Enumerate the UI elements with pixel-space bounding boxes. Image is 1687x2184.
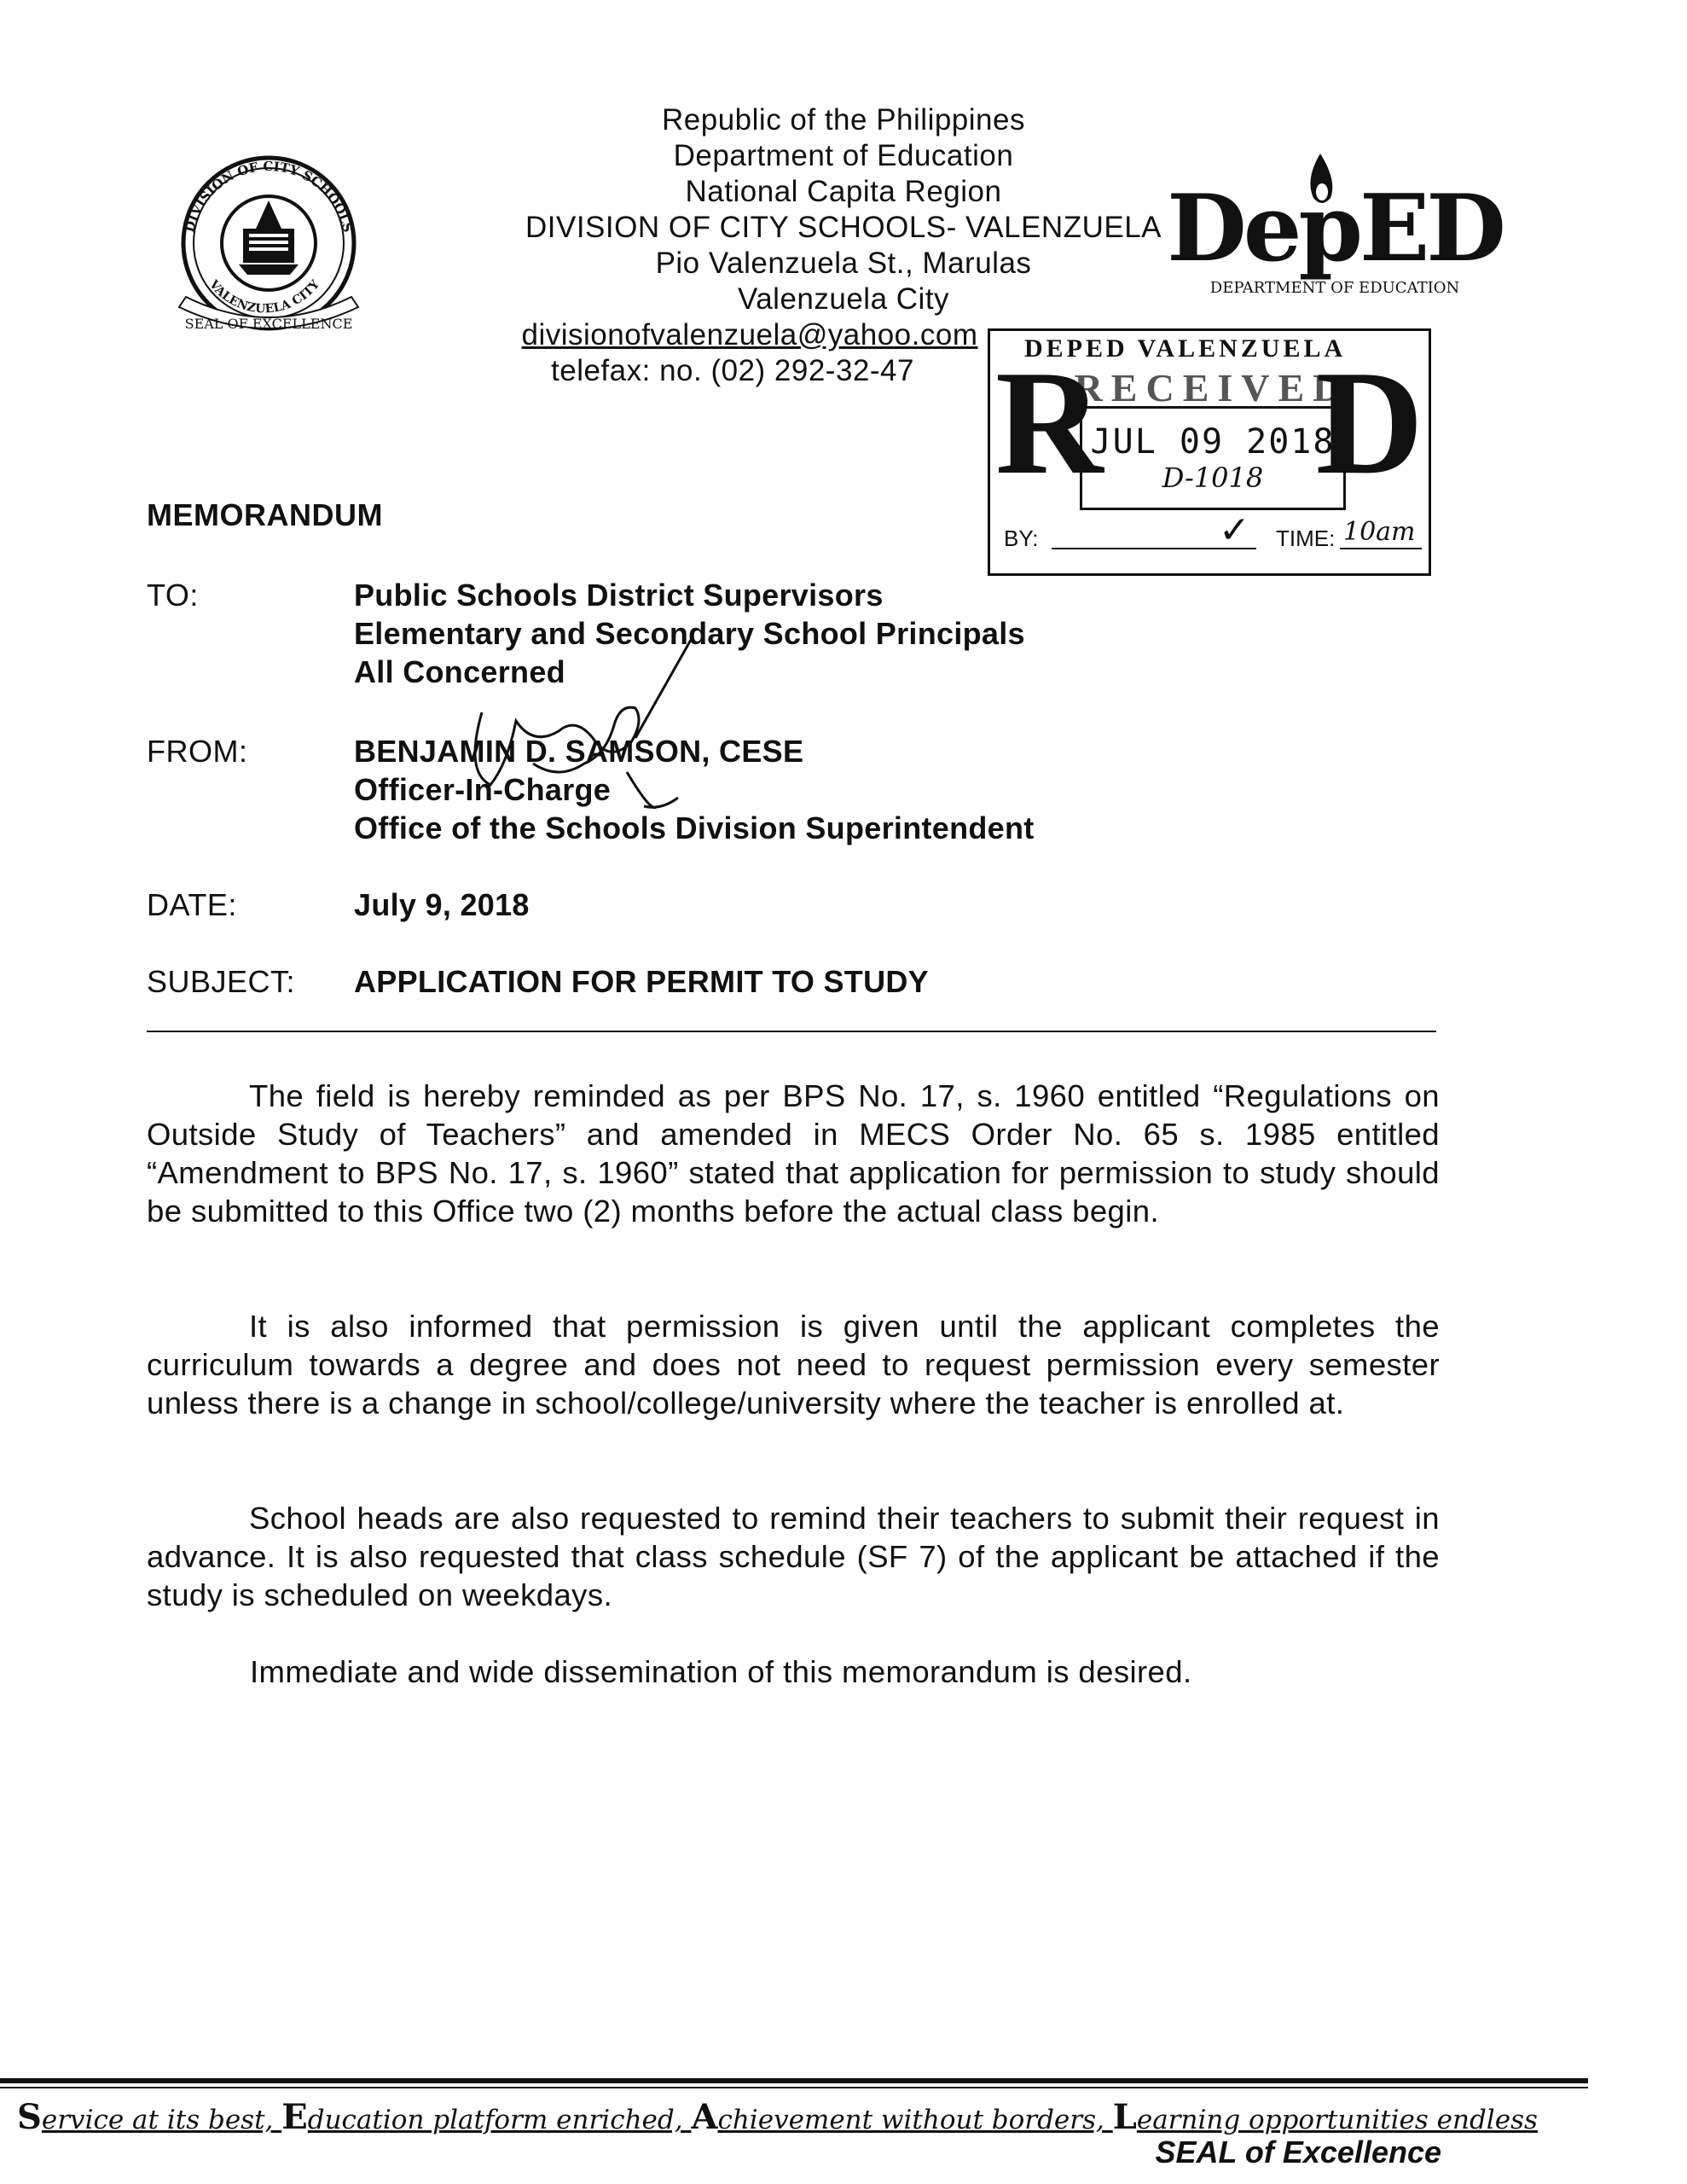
motto-text: chievement without borders, xyxy=(717,2105,1113,2135)
header-region: National Capita Region xyxy=(685,175,1002,208)
footer-motto xyxy=(17,2097,1603,2137)
svg-text:DepED: DepED xyxy=(1167,175,1503,282)
footer-rule-thin xyxy=(0,2087,1588,2088)
check-mark-icon: ✓ xyxy=(1219,509,1250,551)
signature xyxy=(431,636,712,815)
to-label: TO: xyxy=(147,578,199,613)
motto-initial: L xyxy=(1112,2097,1137,2137)
stamp-by-label: BY: xyxy=(1004,526,1039,551)
received-stamp xyxy=(988,328,1431,576)
motto-initial: E xyxy=(281,2097,308,2137)
footer-rule-thick xyxy=(0,2078,1588,2083)
to-recipient-2: Elementary and Secondary School Principals xyxy=(354,616,1025,651)
header-email[interactable]: divisionofvalenzuela@yahoo.com xyxy=(521,318,978,351)
stamp-date: JUL 09 2018 xyxy=(1090,422,1336,462)
stamp-received-text: RECEIVED xyxy=(1074,366,1350,410)
header-city: Valenzuela City xyxy=(737,282,950,316)
from-office: Office of the Schools Division Superintendent xyxy=(354,810,1035,845)
stamp-letter-r: R xyxy=(995,340,1104,505)
svg-text:SEAL OF EXCELLENCE: SEAL OF EXCELLENCE xyxy=(184,316,353,332)
body-paragraph-4: Immediate and wide dissemination of this memorandum is desired. xyxy=(250,1654,1192,1689)
motto-initial: A xyxy=(691,2097,718,2137)
body-paragraph-2: It is also informed that permission is given until the applicant completes the curriculum towards a degree and does not need to request permission every semester unless there is a change in school/college/university where the teacher is enrolled at. xyxy=(147,1309,1440,1420)
stamp-letter-d: D xyxy=(1315,340,1423,505)
memo-title: MEMORANDUM xyxy=(147,497,383,532)
svg-text:VALENZUELA CITY: VALENZUELA CITY xyxy=(206,277,322,317)
date-label: DATE: xyxy=(147,887,237,922)
stamp-time-line xyxy=(1340,548,1422,549)
date-value: July 9, 2018 xyxy=(354,887,530,922)
header-street: Pio Valenzuela St., Marulas xyxy=(655,247,1032,280)
subject-label: SUBJECT: xyxy=(147,964,296,999)
stamp-time-label: TIME: xyxy=(1276,526,1336,551)
to-recipient-1: Public Schools District Supervisors xyxy=(354,578,884,613)
deped-logo xyxy=(1167,145,1503,307)
stamp-date-box xyxy=(1080,406,1346,510)
stamp-office: DEPED VALENZUELA xyxy=(1024,334,1347,363)
body-paragraph-1: The field is hereby reminded as per BPS No. 17, s. 1960 entitled “Regulations on Outside Study of Teachers” and amended in MECS Order No. 65 s. 1985 entitled “Amendment to BPS No. 17, s. 1960” stated that application for permission to study should be submitted to this Office two (2) months before the actual class begin. xyxy=(147,1078,1440,1228)
header-department: Department of Education xyxy=(673,139,1014,172)
header-division: DIVISION OF CITY SCHOOLS- VALENZUELA xyxy=(525,211,1162,244)
from-name: BENJAMIN D. SAMSON, CESE xyxy=(354,734,804,769)
motto-text: ducation platform enriched, xyxy=(307,2105,692,2135)
from-position: Officer-In-Charge xyxy=(354,772,612,807)
body-paragraph-3: School heads are also requested to remind their teachers to submit their request in advance. It is also requested that class schedule (SF 7) of the applicant be attached if the study is scheduled on weekdays. xyxy=(147,1501,1440,1612)
stamp-number: D-1018 xyxy=(1162,462,1264,494)
header-republic: Republic of the Philippines xyxy=(662,103,1025,136)
subject-value: APPLICATION FOR PERMIT TO STUDY xyxy=(354,964,929,999)
to-recipient-3: All Concerned xyxy=(354,654,565,689)
svg-text:DIVISION OF CITY SCHOOLS: DIVISION OF CITY SCHOOLS xyxy=(181,158,357,235)
header-divider xyxy=(147,1031,1436,1032)
from-label: FROM: xyxy=(147,734,248,769)
motto-initial: S xyxy=(17,2097,42,2137)
header-telefax: telefax: no. (02) 292-32-47 xyxy=(551,354,914,387)
stamp-time-value: 10am xyxy=(1343,517,1416,547)
motto-text: earning opportunities endless xyxy=(1136,2105,1538,2135)
svg-text:DEPARTMENT OF EDUCATION: DEPARTMENT OF EDUCATION xyxy=(1209,279,1460,297)
motto-text: ervice at its best, xyxy=(41,2105,282,2135)
footer-tagline: SEAL of Excellence xyxy=(1155,2135,1441,2169)
